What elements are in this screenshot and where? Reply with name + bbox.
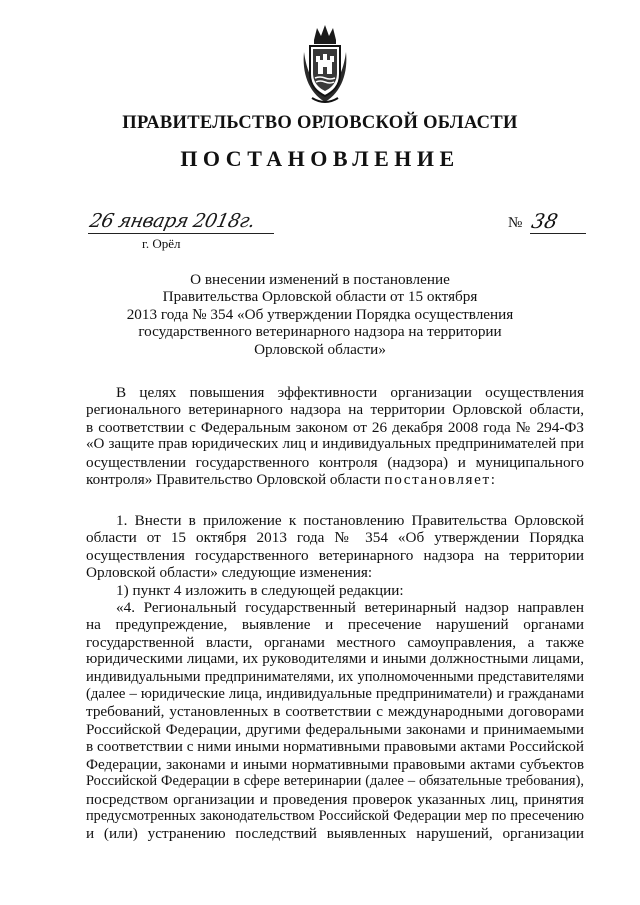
text-line: (далее – юридические лица, индивидуальные предприниматели) и гражданами	[86, 686, 584, 703]
text-line: государственной власти, органами местного самоуправления, а также	[86, 633, 584, 651]
preamble-paragraph	[86, 384, 584, 488]
text-line: на предупреждение, выявление и пресечение нарушений органами	[86, 616, 584, 634]
text-line: и (или) устранению последствий выявленных нарушений, организации	[86, 825, 584, 843]
number-underline	[530, 233, 586, 234]
decree-word: постановляет:	[384, 471, 497, 489]
text-line: 1) пункт 4 изложить в следующей редакции:	[116, 581, 404, 599]
text-line-with-decree	[86, 471, 584, 488]
handwritten-number: 38	[529, 209, 561, 233]
text-line: осуществлении государственного контроля (надзора) и муниципального	[86, 453, 584, 471]
subject-line: 2013 года № 354 «Об утверждении Порядка осуществления	[126, 305, 514, 323]
text-line: Федерации, законами и иными нормативными правовыми актами субъектов	[86, 755, 584, 773]
subject-line: государственного ветеринарного надзора на территории	[138, 323, 502, 341]
city: г. Орёл	[142, 236, 181, 251]
text-line: В целях повышения эффективности организации осуществления	[116, 384, 584, 401]
government-title: ПРАВИТЕЛЬСТВО ОРЛОВСКОЙ ОБЛАСТИ	[122, 113, 518, 133]
text-line: осуществления государственного ветеринарного надзора на территории	[86, 546, 584, 564]
text-line: в соответствии с ними иными нормативными правовыми актами Российской	[86, 738, 584, 756]
text-line: контроля» Правительство Орловской области	[86, 471, 381, 489]
text-line: регионального ветеринарного надзора на территории Орловской области,	[86, 401, 584, 419]
subject-line: Орловской области»	[254, 340, 386, 358]
text-line: 1. Внести в приложение к постановлению Правительства Орловской	[116, 512, 584, 529]
date-underline	[88, 233, 274, 234]
text-line: посредством организации и проведения проверок указанных лиц, принятия	[86, 790, 584, 808]
coat-of-arms-emblem	[300, 22, 350, 106]
text-line: индивидуальными предпринимателями, их уполномоченными представителями	[86, 668, 584, 685]
text-line: предусмотренных законодательством Российской Федерации мер по пресечению	[86, 807, 584, 824]
text-line: «4. Региональный государственный ветеринарный надзор направлен	[116, 599, 584, 617]
text-line: в соответствии с Федеральным законом от 26 декабря 2008 года № 294-ФЗ	[86, 418, 584, 436]
number-sign: №	[508, 215, 523, 231]
decree-items	[86, 512, 584, 843]
document-type: ПОСТАНОВЛЕНИЕ	[180, 146, 460, 171]
document-date	[87, 210, 278, 234]
handwritten-date: 26 января 2018г.	[87, 210, 257, 232]
subject-line: Правительства Орловской области от 15 октября	[162, 288, 478, 306]
document-number	[508, 209, 588, 234]
text-line: требований, установленных в соответствии с международными договорами	[86, 703, 584, 721]
document-subject	[120, 271, 520, 358]
text-line: «О защите прав юридических лиц и индивидуальных предпринимателей при	[86, 436, 584, 453]
subject-line: О внесении изменений в постановление	[190, 271, 450, 288]
text-line: юридическими лицами, их руководителями и иными должностными лицами,	[86, 651, 584, 668]
text-line: Российской Федерации в сфере ветеринарии (далее – обязательные требования),	[86, 773, 584, 790]
text-line: Орловской области» следующие изменения:	[86, 564, 373, 582]
text-line: Российской Федерации, другими федеральными законами и принимаемыми	[86, 720, 584, 738]
text-line: области от 15 октября 2013 года № 354 «Об утверждении Порядка	[86, 529, 584, 547]
